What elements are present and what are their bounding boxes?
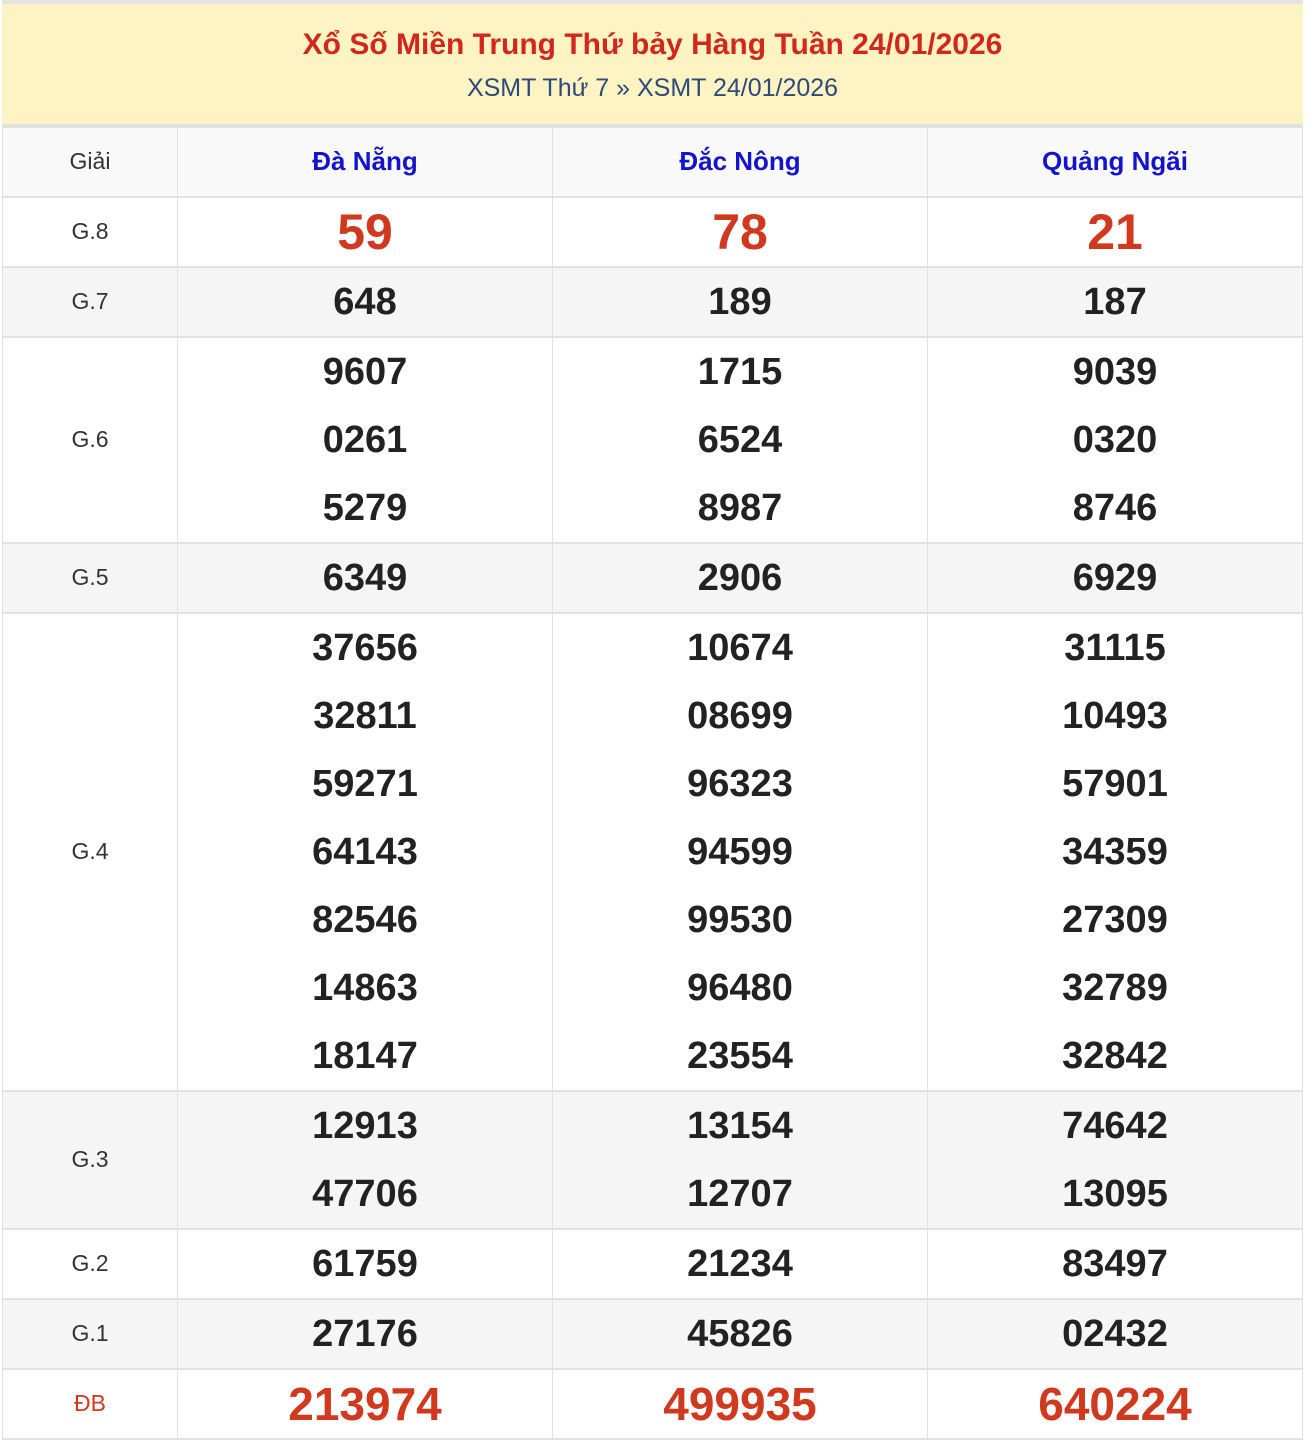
result-cell xyxy=(178,1299,553,1369)
prize-label: G.2 xyxy=(3,1229,178,1299)
result-number: 6524 xyxy=(697,418,783,461)
result-cell xyxy=(178,267,553,337)
result-number: 213974 xyxy=(288,1377,442,1430)
result-number: 187 xyxy=(1083,280,1147,323)
result-number: 648 xyxy=(333,280,397,323)
breadcrumb xyxy=(2,74,1303,102)
result-cell xyxy=(928,267,1303,337)
result-number: 96323 xyxy=(687,762,793,805)
result-cell xyxy=(928,197,1303,267)
prize-label: G.1 xyxy=(3,1299,178,1369)
prize-label: G.6 xyxy=(3,337,178,543)
prize-row xyxy=(3,267,1303,337)
result-number: 21234 xyxy=(687,1242,793,1285)
result-number: 32811 xyxy=(313,694,417,737)
result-number: 34359 xyxy=(1062,830,1168,873)
result-number: 1715 xyxy=(697,350,783,393)
prize-label: G.5 xyxy=(3,543,178,613)
table-header-row xyxy=(3,128,1303,197)
result-number: 74642 xyxy=(1062,1104,1168,1147)
result-number: 0320 xyxy=(1072,418,1158,461)
result-number: 31115 xyxy=(1064,626,1166,669)
result-cell xyxy=(928,1229,1303,1299)
result-cell xyxy=(928,1091,1303,1229)
result-number: 59 xyxy=(337,203,393,260)
prize-row xyxy=(3,613,1303,1091)
prize-label: G.8 xyxy=(3,197,178,267)
result-number: 6349 xyxy=(322,556,408,599)
result-number: 78 xyxy=(712,203,768,260)
result-cell xyxy=(553,267,928,337)
province-header-dac-nong[interactable]: Đắc Nông xyxy=(553,128,928,197)
result-number: 21 xyxy=(1087,203,1143,260)
result-number: 5279 xyxy=(322,486,408,529)
result-number: 99530 xyxy=(687,898,793,941)
province-header-quang-ngai[interactable]: Quảng Ngãi xyxy=(928,128,1303,197)
result-number: 83497 xyxy=(1062,1242,1168,1285)
result-number: 32789 xyxy=(1062,966,1168,1009)
result-number: 499935 xyxy=(663,1377,817,1430)
result-number: 189 xyxy=(708,280,772,323)
result-cell xyxy=(553,1229,928,1299)
result-cell xyxy=(553,337,928,543)
result-number: 08699 xyxy=(687,694,793,737)
result-cell xyxy=(553,613,928,1091)
result-cell xyxy=(553,1091,928,1229)
result-number: 18147 xyxy=(312,1034,418,1077)
result-cell xyxy=(928,1299,1303,1369)
result-cell xyxy=(553,543,928,613)
result-cell xyxy=(178,1229,553,1299)
prize-row xyxy=(3,1229,1303,1299)
prize-row xyxy=(3,1091,1303,1229)
prize-label: G.3 xyxy=(3,1091,178,1229)
results-header xyxy=(2,4,1303,127)
result-number: 27309 xyxy=(1062,898,1168,941)
result-number: 12913 xyxy=(312,1104,418,1147)
prize-label: ĐB xyxy=(3,1369,178,1439)
result-number: 12707 xyxy=(687,1172,793,1215)
result-number: 23554 xyxy=(687,1034,793,1077)
prize-label: G.7 xyxy=(3,267,178,337)
prize-row xyxy=(3,337,1303,543)
result-number: 6929 xyxy=(1072,556,1158,599)
results-panel xyxy=(2,0,1303,1440)
prize-label: G.4 xyxy=(3,613,178,1091)
result-number: 47706 xyxy=(312,1172,418,1215)
result-number: 32842 xyxy=(1062,1034,1168,1077)
result-number: 10493 xyxy=(1062,694,1168,737)
result-number: 45826 xyxy=(687,1312,793,1355)
page-title: Xổ Số Miền Trung Thứ bảy Hàng Tuần 24/01/2026 xyxy=(302,28,1003,61)
result-cell xyxy=(178,197,553,267)
result-cell xyxy=(553,197,928,267)
result-number: 82546 xyxy=(312,898,418,941)
result-number: 96480 xyxy=(687,966,793,1009)
result-cell xyxy=(178,337,553,543)
result-number: 13154 xyxy=(687,1104,793,1147)
result-cell xyxy=(178,543,553,613)
result-cell xyxy=(553,1369,928,1439)
result-number: 9039 xyxy=(1072,350,1158,393)
result-number: 9607 xyxy=(322,350,408,393)
result-number: 61759 xyxy=(312,1242,418,1285)
breadcrumb-separator: » xyxy=(616,74,631,102)
result-number: 27176 xyxy=(312,1312,418,1355)
result-number: 0261 xyxy=(322,418,408,461)
result-cell xyxy=(928,337,1303,543)
result-cell xyxy=(928,543,1303,613)
result-cell xyxy=(178,1369,553,1439)
breadcrumb-link-xsmt-date[interactable]: XSMT 24/01/2026 xyxy=(637,74,839,102)
result-cell xyxy=(178,613,553,1091)
result-number: 02432 xyxy=(1062,1312,1168,1355)
result-cell xyxy=(553,1299,928,1369)
result-number: 59271 xyxy=(312,762,418,805)
result-number: 57901 xyxy=(1062,762,1168,805)
result-number: 94599 xyxy=(687,830,793,873)
result-number: 10674 xyxy=(687,626,793,669)
prize-row xyxy=(3,1369,1303,1439)
result-cell xyxy=(178,1091,553,1229)
breadcrumb-link-xsmt-thu-7[interactable]: XSMT Thứ 7 xyxy=(466,74,610,102)
prize-row xyxy=(3,543,1303,613)
province-header-da-nang[interactable]: Đà Nẵng xyxy=(178,128,553,197)
result-number: 13095 xyxy=(1062,1172,1168,1215)
result-number: 2906 xyxy=(697,556,783,599)
prize-column-header: Giải xyxy=(3,128,178,197)
result-number: 8987 xyxy=(697,486,783,529)
result-cell xyxy=(928,613,1303,1091)
result-number: 8746 xyxy=(1072,486,1158,529)
result-number: 37656 xyxy=(312,626,418,669)
result-cell xyxy=(928,1369,1303,1439)
prize-row xyxy=(3,197,1303,267)
result-number: 640224 xyxy=(1038,1377,1192,1430)
result-number: 14863 xyxy=(312,966,418,1009)
results-table xyxy=(2,127,1303,1440)
result-number: 64143 xyxy=(312,830,418,873)
prize-row xyxy=(3,1299,1303,1369)
